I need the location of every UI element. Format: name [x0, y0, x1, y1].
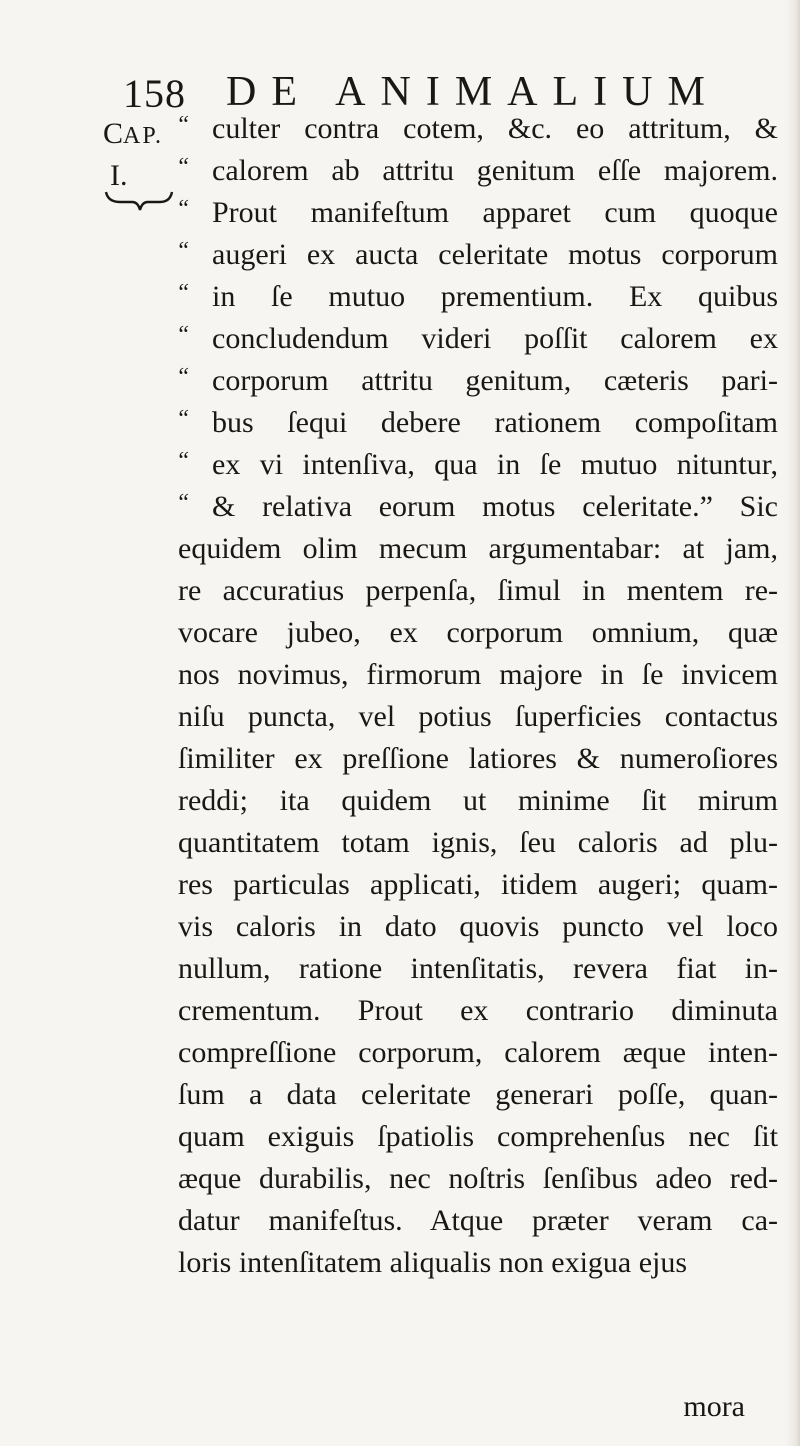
text-line — [178, 822, 778, 864]
text-line-content: Prout manifeſtum apparet cum quoque — [212, 196, 778, 229]
text-line-content: ſimiliter ex preſſione latiores & numeroſiores — [178, 742, 778, 775]
text-line-content: vocare jubeo, ex corporum omnium, quæ — [178, 616, 778, 649]
text-line-content: bus ſequi debere rationem compoſitam — [212, 406, 778, 439]
text-line-content: equidem olim mecum argumentabar: at jam, — [178, 532, 778, 565]
text-line-content: calorem ab attritu genitum eſſe majorem. — [212, 154, 778, 187]
page-number: 158 — [123, 71, 186, 116]
text-line — [178, 696, 778, 738]
text-line-content: datur manifeſtus. Atque præter veram ca- — [178, 1204, 778, 1237]
text-line — [178, 276, 778, 318]
quote-mark: “ — [176, 196, 190, 222]
text-line-content: corporum attritu genitum, cæteris pari- — [212, 364, 778, 397]
quote-mark: “ — [176, 280, 190, 306]
text-line — [178, 402, 778, 444]
text-line-content: augeri ex aucta celeritate motus corporum — [212, 238, 778, 271]
text-line — [178, 1116, 778, 1158]
text-line-content: niſu puncta, vel potius ſuperficies contactus — [178, 700, 778, 733]
body-text — [178, 108, 778, 1284]
quote-mark: “ — [176, 406, 190, 432]
text-line-content: ſum a data celeritate generari poſſe, quan- — [178, 1078, 778, 1111]
text-line — [178, 570, 778, 612]
text-line — [178, 528, 778, 570]
text-line — [178, 906, 778, 948]
margin-cap-rest: AP. — [123, 123, 164, 149]
margin-chapter-label — [103, 116, 183, 154]
page-edge — [786, 0, 800, 1446]
quote-mark: “ — [176, 448, 190, 474]
text-line-content: concludendum videri poſſit calorem ex — [212, 322, 778, 355]
text-line — [178, 1200, 778, 1242]
text-line-content: quantitatem totam ignis, ſeu caloris ad plu- — [178, 826, 778, 859]
text-line-content: loris intenſitatem aliqualis non exigua ejus — [178, 1246, 688, 1279]
text-line — [178, 1032, 778, 1074]
text-line — [178, 738, 778, 780]
text-line — [178, 360, 778, 402]
quote-mark: “ — [176, 364, 190, 390]
quote-mark: “ — [176, 322, 190, 348]
text-line — [178, 486, 778, 528]
quote-mark: “ — [176, 154, 190, 180]
text-line — [178, 990, 778, 1032]
text-line — [178, 234, 778, 276]
text-line — [178, 864, 778, 906]
text-line-content: crementum. Prout ex contrario diminuta — [178, 994, 778, 1027]
text-line — [178, 654, 778, 696]
text-line — [178, 1158, 778, 1200]
text-line — [178, 948, 778, 990]
text-line-content: nullum, ratione intenſitatis, revera fiat in- — [178, 952, 778, 985]
quote-mark: “ — [176, 112, 190, 138]
text-line-content: compreſſione corporum, calorem æque inten- — [178, 1036, 778, 1069]
text-line — [178, 108, 778, 150]
catchword: mora — [683, 1390, 745, 1423]
text-line-content: quam exiguis ſpatiolis comprehenſus nec ſit — [178, 1120, 778, 1153]
text-line — [178, 192, 778, 234]
text-line — [178, 318, 778, 360]
quote-mark: “ — [176, 238, 190, 264]
text-line-content: ex vi intenſiva, qua in ſe mutuo nituntur, — [212, 448, 778, 481]
text-line-content: æque durabilis, nec noſtris ſenſibus adeo red- — [178, 1162, 778, 1195]
margin-chapter-number: I. — [110, 159, 128, 192]
text-line — [178, 1242, 778, 1284]
text-line-content: & relativa eorum motus celeritate.” Sic — [212, 490, 778, 523]
text-line-content: re accuratius perpenſa, ſimul in mentem re- — [178, 574, 778, 607]
text-line-content: res particulas applicati, itidem augeri; quam- — [178, 868, 778, 901]
margin-cap-initial: C — [103, 117, 124, 150]
text-line-content: in ſe mutuo prementium. Ex quibus — [212, 280, 778, 313]
text-line — [178, 444, 778, 486]
text-line — [178, 612, 778, 654]
text-line — [178, 780, 778, 822]
text-line-content: reddi; ita quidem ut minime ſit mirum — [178, 784, 778, 817]
text-line — [178, 1074, 778, 1116]
margin-brace-icon — [104, 186, 174, 214]
text-line — [178, 150, 778, 192]
text-line-content: vis caloris in dato quovis puncto vel loco — [178, 910, 778, 943]
running-head: DE ANIMALIUM — [226, 69, 720, 115]
text-line-content: culter contra cotem, &c. eo attritum, & — [212, 112, 778, 145]
text-line-content: nos novimus, firmorum majore in ſe invicem — [178, 658, 778, 691]
quote-mark: “ — [176, 490, 190, 516]
